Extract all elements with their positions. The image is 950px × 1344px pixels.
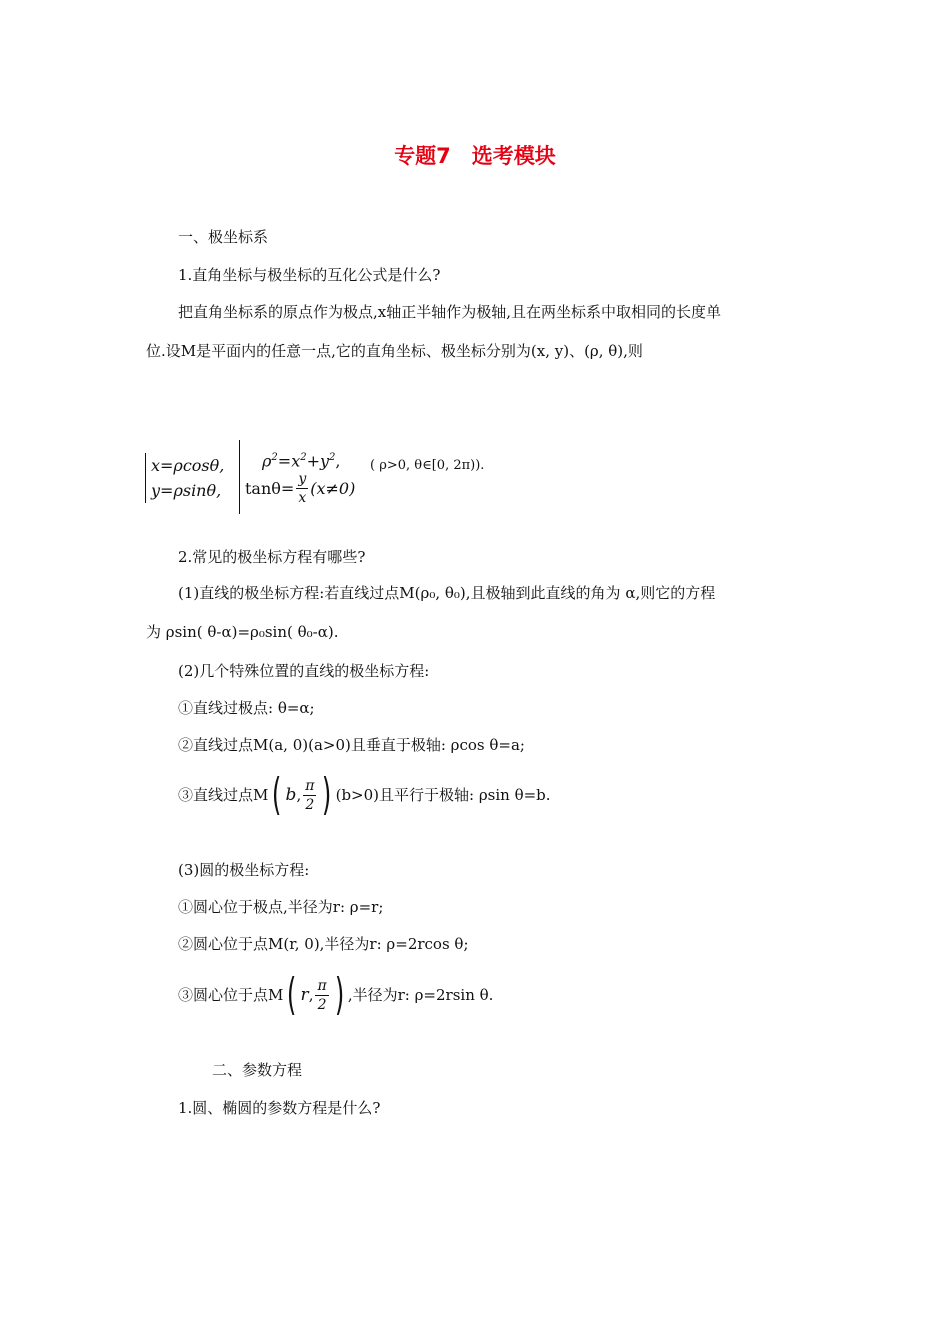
paragraph-1-line-1: 把直角坐标系的原点作为极点,x轴正半轴作为极轴,且在两坐标系中取相同的长度单 (178, 303, 721, 321)
line-case-1: ①直线过极点: θ=α; (178, 699, 315, 717)
question-2: 2.常见的极坐标方程有哪些? (178, 548, 366, 566)
circle-case-3: ③圆心位于点M ( r , $\frac{\pi}{2}$ ) ,半径为r: ρ=2rsin θ. (178, 969, 494, 1020)
paragraph-2-line-2: 为 ρsin( θ-α)=ρ₀sin( θ₀-α). (146, 623, 339, 641)
formula-tan: tanθ= $\frac{y}{x}$ (x≠0) (245, 471, 356, 506)
circle-case-1: ①圆心位于极点,半径为r: ρ=r; (178, 898, 384, 916)
fraction-pi-over-2: $\frac{\pi}{2}$ (305, 777, 315, 813)
right-brace (239, 440, 240, 514)
paragraph-4: (3)圆的极坐标方程: (178, 861, 310, 879)
circle-case-2: ②圆心位于点M(r, 0),半径为r: ρ=2rcos θ; (178, 935, 469, 953)
formula-condition: ( ρ>0, θ∈[0, 2π)). (370, 458, 485, 473)
line-case-3: ③直线过点M ( b , $\frac{\pi}{2}$ ) (b>0)且平行于极轴: ρsin θ=b. (178, 769, 551, 820)
fraction-y-over-x: $\frac{y}{x}$ (298, 471, 307, 506)
section-heading-polar: 一、极坐标系 (178, 228, 269, 246)
question-3: 1.圆、椭圆的参数方程是什么? (178, 1099, 381, 1117)
left-brace (145, 453, 146, 503)
fraction-pi-over-2: $\frac{\pi}{2}$ (317, 977, 327, 1013)
paragraph-1-line-2: 位.设M是平面内的任意一点,它的直角坐标、极坐标分别为(x, y)、(ρ, θ),则 (146, 342, 643, 360)
formula-rho-squared: $\rho^2=x^2+y^2$, (262, 451, 341, 471)
formula-x: x=ρcosθ, (151, 456, 225, 475)
paragraph-3: (2)几个特殊位置的直线的极坐标方程: (178, 662, 430, 680)
section-heading-parametric: 二、参数方程 (212, 1061, 303, 1079)
formula-y: y=ρsinθ, (151, 481, 222, 500)
question-1: 1.直角坐标与极坐标的互化公式是什么? (178, 266, 441, 284)
line-case-2: ②直线过点M(a, 0)(a>0)且垂直于极轴: ρcos θ=a; (178, 736, 525, 754)
paragraph-2-line-1: (1)直线的极坐标方程:若直线过点M(ρ₀, θ₀),且极轴到此直线的角为 α,则它的方程 (178, 584, 716, 602)
page-title: 专题7 选考模块 (394, 144, 556, 168)
